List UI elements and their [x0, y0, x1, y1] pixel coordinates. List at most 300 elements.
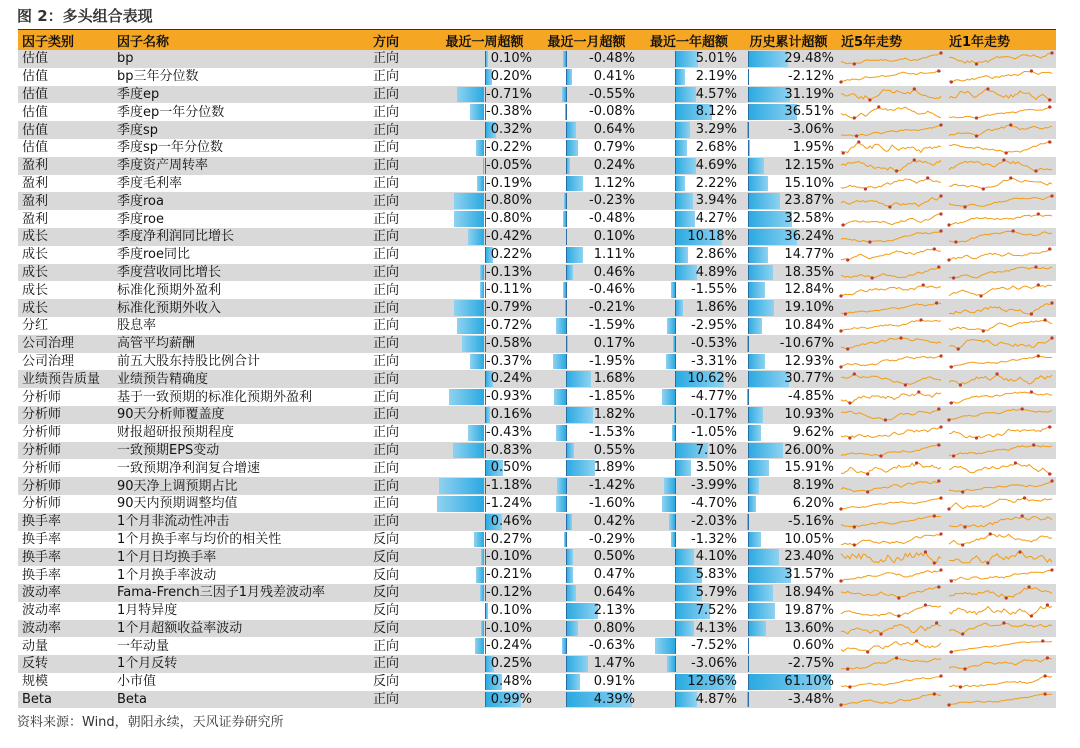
excess-bar [476, 140, 484, 156]
excess-bar [566, 621, 578, 637]
bar-axis [566, 193, 567, 209]
excess-value: -7.52% [691, 638, 737, 654]
cell-factor-name: 90天净上调预期占比 [113, 477, 369, 495]
min-marker [866, 472, 869, 475]
cell-category: 业绩预告质量 [18, 370, 113, 388]
excess-value: -4.85% [788, 389, 834, 405]
excess-bar [566, 122, 576, 138]
bar-axis [748, 514, 749, 530]
max-marker [895, 657, 898, 660]
excess-value: -0.83% [486, 442, 532, 458]
cell-factor-name: 基于一致预期的标准化预期外盈利 [113, 388, 369, 406]
cell-direction: 正向 [369, 370, 434, 388]
cell-month-excess [535, 281, 638, 299]
cell-month-excess [535, 637, 638, 655]
bar-axis [485, 407, 486, 423]
cell-week-excess [434, 121, 535, 139]
trend-5y-sparkline [839, 246, 943, 263]
table-row [18, 103, 1056, 121]
bar-axis [675, 69, 676, 85]
excess-bar [675, 51, 698, 67]
excess-value: 2.68% [695, 139, 737, 155]
cell-week-excess [434, 353, 535, 371]
cell-category: 分析师 [18, 388, 113, 406]
cell-week-excess [434, 281, 535, 299]
excess-value: 9.62% [792, 424, 834, 440]
bar-axis [675, 104, 676, 120]
cell-factor-name: 一致预期净利润复合增速 [113, 459, 369, 477]
cell-category: 分析师 [18, 459, 113, 477]
cell-direction: 反向 [369, 566, 434, 584]
trend-1y-sparkline [947, 389, 1054, 406]
trend-1y-line [949, 249, 1052, 260]
max-marker [1037, 354, 1040, 357]
bar-axis [485, 656, 486, 672]
cell-month-excess [535, 495, 638, 513]
excess-value: -1.53% [589, 424, 635, 440]
trend-1y-line [949, 463, 1052, 474]
trend-5y-line [841, 552, 941, 563]
cell-week-excess [434, 442, 535, 460]
excess-value: 0.42% [593, 513, 635, 529]
excess-value: -1.85% [589, 389, 635, 405]
bar-axis [566, 656, 567, 672]
cell-trend-1y [945, 691, 1056, 709]
bar-axis [748, 425, 749, 441]
excess-value: -0.48% [589, 211, 635, 227]
cell-cumulative-excess [740, 299, 837, 317]
cell-week-excess [434, 139, 535, 157]
cell-month-excess [535, 68, 638, 86]
cell-trend-1y [945, 370, 1056, 388]
bar-axis [485, 69, 486, 85]
cell-year-excess [638, 299, 740, 317]
excess-bar [748, 460, 770, 476]
excess-value: 4.27% [695, 211, 737, 227]
bar-axis [675, 87, 676, 103]
table-row [18, 655, 1056, 673]
trend-1y-sparkline [947, 495, 1054, 512]
excess-value: 0.10% [490, 602, 532, 618]
bar-axis [485, 692, 486, 708]
excess-bar [470, 104, 485, 120]
excess-bar [556, 318, 566, 334]
trend-5y-line [841, 196, 941, 207]
excess-value: 1.89% [593, 460, 635, 476]
excess-value: 1.68% [593, 371, 635, 387]
cell-cumulative-excess [740, 477, 837, 495]
cell-trend-1y [945, 406, 1056, 424]
trend-5y-sparkline [839, 513, 943, 530]
bar-axis [748, 407, 749, 423]
cell-direction: 正向 [369, 299, 434, 317]
cell-category: 分析师 [18, 406, 113, 424]
cell-month-excess [535, 86, 638, 104]
max-marker [1048, 426, 1051, 429]
cell-month-excess [535, 353, 638, 371]
bar-axis [748, 621, 749, 637]
cell-month-excess [535, 370, 638, 388]
table-row [18, 281, 1056, 299]
cell-trend-1y [945, 442, 1056, 460]
bar-axis [675, 621, 676, 637]
cell-factor-name: 业绩预告精确度 [113, 370, 369, 388]
cell-direction: 正向 [369, 210, 434, 228]
excess-bar [566, 176, 583, 192]
excess-value: 61.10% [784, 673, 834, 689]
bar-axis [566, 638, 567, 654]
max-marker [1028, 586, 1031, 589]
cell-year-excess [638, 495, 740, 513]
excess-value: -1.59% [589, 317, 635, 333]
cell-week-excess [434, 370, 535, 388]
cell-trend-5y [837, 335, 945, 353]
excess-bar [470, 354, 484, 370]
max-marker [1012, 230, 1015, 233]
excess-bar [748, 532, 762, 548]
cell-factor-name: 财报超研报预期程度 [113, 424, 369, 442]
cell-factor-name: 前五大股东持股比例合计 [113, 353, 369, 371]
table-row [18, 459, 1056, 477]
bar-axis [566, 51, 567, 67]
excess-value: 1.86% [695, 300, 737, 316]
excess-bar [748, 300, 774, 316]
cell-trend-1y [945, 655, 1056, 673]
cell-factor-name: 季度营收同比增长 [113, 264, 369, 282]
cell-trend-5y [837, 121, 945, 139]
cell-trend-5y [837, 103, 945, 121]
excess-value: 8.19% [792, 478, 834, 494]
cell-trend-5y [837, 246, 945, 264]
table-row [18, 175, 1056, 193]
table-row [18, 424, 1056, 442]
trend-1y-line [949, 160, 1052, 171]
bar-axis [566, 567, 567, 583]
cell-trend-1y [945, 139, 1056, 157]
excess-bar [468, 229, 484, 245]
table-row [18, 673, 1056, 691]
excess-value: -0.63% [589, 638, 635, 654]
trend-5y-line [841, 605, 941, 616]
cell-direction: 正向 [369, 335, 434, 353]
cell-direction: 正向 [369, 281, 434, 299]
excess-value: 7.10% [695, 442, 737, 458]
table-row [18, 228, 1056, 246]
trend-1y-sparkline [947, 620, 1054, 637]
bar-axis [566, 176, 567, 192]
bar-axis [748, 478, 749, 494]
max-marker [1050, 301, 1053, 304]
excess-value: -1.42% [589, 478, 635, 494]
excess-bar [675, 265, 698, 281]
cell-year-excess [638, 121, 740, 139]
cell-month-excess [535, 317, 638, 335]
min-marker [871, 276, 874, 279]
excess-value: 1.82% [593, 406, 635, 422]
bar-axis [748, 336, 749, 352]
cell-week-excess [434, 620, 535, 638]
cell-trend-1y [945, 388, 1056, 406]
excess-bar [454, 300, 484, 316]
cell-factor-name: 一年动量 [113, 637, 369, 655]
bar-axis [675, 585, 676, 601]
bar-axis [748, 140, 749, 156]
excess-value: 0.24% [593, 157, 635, 173]
trend-5y-sparkline [839, 353, 943, 370]
bar-axis [566, 300, 567, 316]
excess-bar [748, 585, 774, 601]
cell-cumulative-excess [740, 673, 837, 691]
excess-value: -3.06% [691, 656, 737, 672]
cell-factor-name: 标准化预期外收入 [113, 299, 369, 317]
trend-1y-line [949, 71, 1052, 82]
excess-bar [748, 443, 783, 459]
excess-bar [748, 176, 768, 192]
bar-axis [566, 211, 567, 227]
max-marker [1030, 70, 1033, 73]
min-marker [868, 98, 871, 101]
excess-value: -0.71% [486, 86, 532, 102]
excess-value: -10.67% [779, 335, 834, 351]
bar-axis [566, 692, 567, 708]
excess-bar [453, 443, 485, 459]
excess-value: -0.19% [486, 175, 532, 191]
table-row [18, 317, 1056, 335]
cell-cumulative-excess [740, 602, 837, 620]
min-marker [975, 437, 978, 440]
table-row [18, 299, 1056, 317]
min-marker [1030, 614, 1033, 617]
max-marker [1002, 159, 1005, 162]
cell-direction: 正向 [369, 388, 434, 406]
cell-trend-5y [837, 459, 945, 477]
excess-bar [748, 603, 775, 619]
cell-year-excess [638, 655, 740, 673]
table-row [18, 370, 1056, 388]
cell-direction: 正向 [369, 50, 434, 68]
bar-axis [566, 336, 567, 352]
cell-cumulative-excess [740, 335, 837, 353]
cell-trend-5y [837, 264, 945, 282]
excess-value: 0.91% [593, 673, 635, 689]
cell-month-excess [535, 406, 638, 424]
excess-value: -1.95% [589, 353, 635, 369]
max-marker [939, 426, 942, 429]
cell-factor-name: 90天内预期调整均值 [113, 495, 369, 513]
excess-value: 4.39% [593, 691, 635, 707]
excess-value: 0.60% [792, 638, 834, 654]
min-marker [848, 686, 851, 689]
trend-5y-line [841, 249, 941, 260]
max-marker [1050, 52, 1053, 55]
trend-1y-sparkline [947, 228, 1054, 245]
min-marker [947, 259, 950, 262]
trend-5y-line [841, 516, 941, 527]
trend-5y-sparkline [839, 567, 943, 584]
excess-value: -0.46% [589, 282, 635, 298]
excess-bar [675, 211, 695, 227]
bar-axis [485, 51, 486, 67]
trend-5y-line [841, 53, 941, 64]
excess-value: 29.48% [784, 51, 834, 66]
excess-bar [748, 478, 759, 494]
excess-value: -4.77% [691, 389, 737, 405]
excess-value: 4.69% [695, 157, 737, 173]
trend-1y-line [949, 498, 1052, 509]
trend-1y-line [949, 694, 1052, 705]
trend-5y-sparkline [839, 460, 943, 477]
bar-axis [675, 229, 676, 245]
trend-1y-line [949, 587, 1052, 598]
trend-5y-sparkline [839, 139, 943, 156]
excess-bar [748, 354, 766, 370]
min-marker [1005, 152, 1008, 155]
bar-axis [748, 282, 749, 298]
min-marker [904, 383, 907, 386]
cell-trend-1y [945, 157, 1056, 175]
excess-value: 19.10% [784, 300, 834, 316]
trend-1y-line [949, 142, 1052, 153]
trend-5y-sparkline [839, 211, 943, 228]
max-marker [939, 212, 942, 215]
header-cumulative-excess: 历史累计超额 [740, 30, 837, 50]
excess-value: -0.23% [589, 193, 635, 209]
cell-factor-name: 1个月换手率波动 [113, 566, 369, 584]
bar-axis [566, 140, 567, 156]
excess-value: 26.00% [784, 442, 834, 458]
excess-value: 0.64% [593, 122, 635, 138]
bar-axis [675, 122, 676, 138]
cell-month-excess [535, 584, 638, 602]
bar-axis [675, 443, 676, 459]
trend-1y-sparkline [947, 602, 1054, 619]
min-marker [950, 81, 953, 84]
cell-week-excess [434, 68, 535, 86]
cell-cumulative-excess [740, 317, 837, 335]
excess-bar [662, 389, 675, 405]
min-marker [853, 63, 856, 66]
cell-trend-1y [945, 264, 1056, 282]
trend-1y-sparkline [947, 139, 1054, 156]
trend-1y-line [949, 409, 1052, 420]
cell-month-excess [535, 673, 638, 691]
trend-1y-line [949, 605, 1052, 616]
cell-month-excess [535, 655, 638, 673]
trend-5y-sparkline [839, 673, 943, 690]
cell-factor-name: 季度roe [113, 210, 369, 228]
cell-trend-1y [945, 513, 1056, 531]
max-marker [1046, 657, 1049, 660]
cell-factor-name: 季度净利润同比增长 [113, 228, 369, 246]
cell-trend-5y [837, 50, 945, 68]
max-marker [913, 159, 916, 162]
cell-week-excess [434, 210, 535, 228]
trend-1y-sparkline [947, 86, 1054, 103]
bar-axis [748, 51, 749, 67]
excess-value: 12.15% [784, 157, 834, 173]
bar-axis [566, 371, 567, 387]
cell-trend-1y [945, 620, 1056, 638]
cell-category: 公司治理 [18, 335, 113, 353]
min-marker [950, 579, 953, 582]
min-marker [1048, 98, 1051, 101]
table-row [18, 548, 1056, 566]
cell-direction: 反向 [369, 602, 434, 620]
trend-5y-line [841, 374, 941, 385]
trend-1y-line [949, 445, 1052, 456]
max-marker [939, 675, 942, 678]
cell-trend-5y [837, 210, 945, 228]
excess-bar [566, 371, 591, 387]
cell-direction: 正向 [369, 228, 434, 246]
trend-5y-sparkline [839, 531, 943, 548]
bar-axis [566, 532, 567, 548]
table-row [18, 210, 1056, 228]
cell-trend-5y [837, 299, 945, 317]
min-marker [933, 561, 936, 564]
table-row [18, 157, 1056, 175]
trend-5y-line [841, 570, 941, 581]
min-marker [895, 170, 898, 173]
trend-1y-sparkline [947, 549, 1054, 566]
excess-value: -0.79% [486, 300, 532, 316]
excess-value: -0.22% [486, 139, 532, 155]
bar-axis [748, 354, 749, 370]
max-marker [939, 194, 942, 197]
bar-axis [675, 371, 676, 387]
trend-5y-line [841, 694, 941, 705]
bar-axis [675, 265, 676, 281]
trend-1y-sparkline [947, 264, 1054, 281]
cell-trend-5y [837, 548, 945, 566]
bar-axis [566, 87, 567, 103]
cell-trend-5y [837, 495, 945, 513]
min-marker [839, 703, 842, 706]
min-marker [866, 490, 869, 493]
cell-year-excess [638, 531, 740, 549]
cell-trend-5y [837, 655, 945, 673]
excess-bar [748, 247, 768, 263]
trend-5y-line [841, 178, 941, 189]
trend-5y-sparkline [839, 638, 943, 655]
max-marker [937, 265, 940, 268]
min-marker [950, 365, 953, 368]
excess-bar [476, 567, 484, 583]
max-marker [1041, 639, 1044, 642]
cell-direction: 正向 [369, 86, 434, 104]
max-marker [915, 461, 918, 464]
cell-trend-5y [837, 388, 945, 406]
cell-factor-name: 一致预期EPS变动 [113, 442, 369, 460]
excess-value: -3.48% [788, 691, 834, 707]
excess-bar [667, 318, 675, 334]
excess-bar [566, 265, 573, 281]
bar-axis [748, 300, 749, 316]
cell-month-excess [535, 691, 638, 709]
excess-bar [662, 496, 674, 512]
cell-cumulative-excess [740, 86, 837, 104]
trend-1y-sparkline [947, 50, 1054, 67]
trend-1y-line [949, 427, 1052, 438]
cell-category: 估值 [18, 68, 113, 86]
trend-5y-sparkline [839, 122, 943, 139]
excess-bar [675, 247, 688, 263]
excess-value: -0.10% [486, 620, 532, 636]
excess-value: -3.06% [788, 122, 834, 138]
cell-month-excess [535, 566, 638, 584]
trend-5y-sparkline [839, 104, 943, 121]
cell-year-excess [638, 459, 740, 477]
